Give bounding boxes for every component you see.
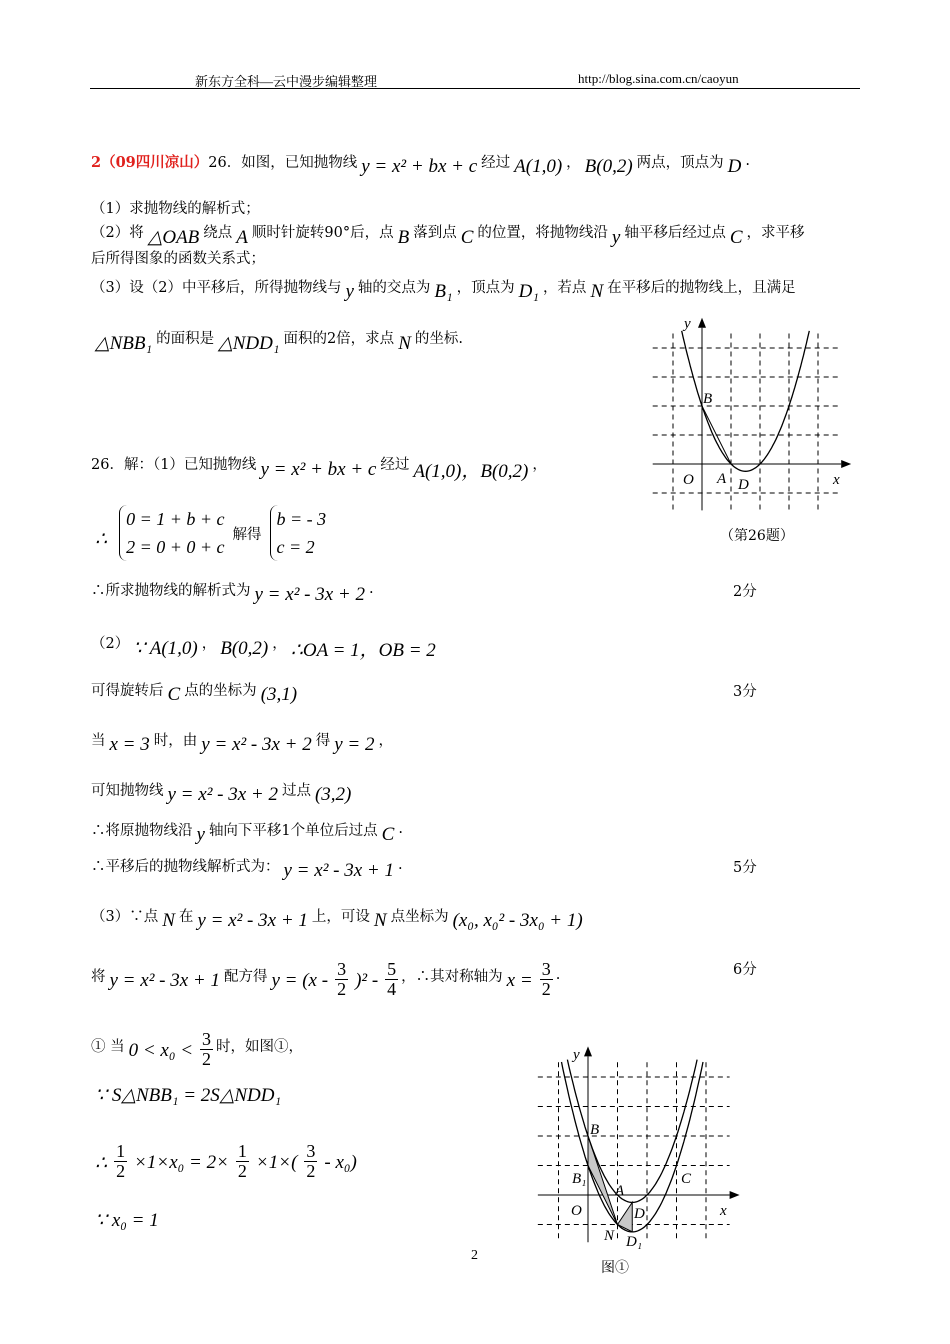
equation: c = 2 (276, 537, 315, 557)
text: 轴的交点为 (357, 279, 431, 296)
parabola (567, 1060, 697, 1203)
text: ，顶点为 (456, 279, 515, 296)
math-expression: C (729, 226, 743, 248)
text: ，若点 (542, 279, 587, 296)
math-expression: △OAB (147, 227, 200, 248)
denominator: 2 (306, 1160, 316, 1181)
text: 26．解：（1）已知抛物线 (91, 457, 257, 473)
y-arrow-icon (698, 318, 706, 328)
score: 6分 (733, 962, 757, 978)
text: （2） (91, 636, 130, 652)
math-expression: (3,1) (260, 684, 298, 705)
math-expression: N (162, 910, 175, 931)
text: 经过 (380, 457, 410, 473)
math-expression: B₁ (434, 281, 453, 302)
text: 在 (178, 908, 194, 925)
math-expression: y = x² - 3x + 1 (197, 910, 308, 931)
text: 轴向下平移1个单位后过点 (208, 822, 378, 839)
text: ∴将原抛物线沿 (91, 822, 193, 839)
equation: 2 = 0 + 0 + c (126, 537, 225, 557)
numerator: 3 (202, 1029, 212, 1049)
parabola (682, 331, 810, 471)
math-expression: y = 2 (334, 734, 375, 755)
text: 过点 (281, 782, 311, 799)
text: 可得旋转后 (91, 682, 164, 699)
header-left: 新东方全科—云中漫步编辑整理 (195, 74, 378, 89)
shaded-triangle-ndd1 (618, 1202, 633, 1232)
figure2-caption: 图① (601, 1260, 629, 1276)
math-expression: ×1×( (255, 1152, 298, 1174)
denominator: 2 (116, 1160, 126, 1181)
text: 的坐标. (414, 331, 463, 347)
math-expression: ∴ (95, 528, 108, 550)
math-expression: y = x² - 3x + 2 (254, 584, 365, 605)
figure1-caption: （第26题） (720, 528, 794, 544)
math-expression: C (167, 684, 181, 705)
text: ，求平移 (746, 225, 805, 241)
point-label-B1: B₁ (572, 1171, 587, 1187)
text: 得 (315, 732, 331, 749)
text: 经过 (481, 154, 511, 171)
denominator: 2 (337, 978, 347, 999)
math-expression: B(0,2) (584, 156, 633, 177)
math-expression: y = x² - 3x + 2 (201, 734, 312, 755)
equation: b = - 3 (276, 509, 327, 529)
score: 2分 (733, 584, 757, 600)
text: ， (532, 457, 547, 473)
point-label-B: B (703, 391, 713, 407)
text: ， (272, 636, 287, 652)
point-label-D1: D₁ (626, 1234, 643, 1250)
text: . (368, 581, 374, 597)
score: 5分 (733, 860, 757, 876)
math-expression: N (373, 910, 387, 931)
point-label-x: x (720, 1203, 727, 1219)
text: . (397, 857, 403, 873)
math-expression: ∵ x₀ = 1 (95, 1210, 159, 1231)
text: 当 (91, 732, 106, 749)
text: 在平移后的抛物线上，且满足 (607, 279, 796, 296)
text: 落到点 (413, 225, 457, 241)
math-expression: C (460, 226, 474, 248)
text: ① 当 (91, 1038, 125, 1055)
denominator: 2 (202, 1048, 212, 1069)
math-expression: △NBB₁ (95, 333, 153, 354)
math-expression: y = x² - 3x + 1 (109, 970, 220, 992)
text: ，∴其对称轴为 (401, 968, 503, 985)
text: . (555, 967, 561, 984)
numerator: 5 (387, 959, 397, 979)
text: 点的坐标为 (184, 682, 257, 699)
math-expression: y = x² + bx + c (260, 458, 377, 480)
math-expression: x = 3 (109, 734, 150, 755)
point-label-y: y (684, 316, 691, 332)
text: （1）求抛物线的解析式； (91, 201, 260, 217)
text: 26．如图，已知抛物线 (208, 154, 358, 171)
math-expression: ∴OA = 1，OB = 2 (290, 640, 436, 661)
point-label-D: D (738, 477, 749, 493)
math-expression: y (345, 281, 354, 302)
numerator: 3 (337, 959, 347, 979)
math-expression: ∴ (95, 1152, 108, 1174)
point-label-D: D (634, 1206, 645, 1222)
header-url: http://blog.sina.com.cn/caoyun (578, 71, 739, 86)
point-label-y: y (573, 1047, 580, 1063)
text: 可知抛物线 (91, 782, 164, 799)
math-expression: - x₀) (324, 1152, 357, 1174)
denominator: 2 (237, 1160, 247, 1181)
math-expression: y (611, 226, 621, 248)
text: 两点，顶点为 (636, 154, 724, 171)
text: 轴平移后经过点 (624, 225, 726, 241)
math-expression: A (236, 226, 248, 248)
text: ， (566, 154, 581, 171)
text: ， (378, 732, 393, 749)
point-label-A: A (717, 471, 727, 487)
text: 面积的2倍，求点 (283, 331, 395, 347)
equation: 0 = 1 + b + c (126, 509, 225, 529)
math-expression: y = x² - 3x + 2 (167, 784, 278, 805)
math-expression: N (590, 281, 604, 302)
text: ∴平移后的抛物线解析式为： (91, 858, 280, 875)
math-expression: (x₀, x₀² - 3x₀ + 1) (452, 910, 583, 931)
math-expression: y = (x - (271, 970, 329, 992)
math-expression: B(0,2) (220, 637, 269, 659)
point-label-N: N (604, 1228, 615, 1244)
math-expression: y (196, 824, 205, 845)
text: 将 (91, 968, 106, 985)
score: 3分 (733, 684, 757, 700)
text: 的位置，将抛物线沿 (477, 225, 608, 241)
math-expression: ∵ S△NBB₁ = 2S△NDD₁ (95, 1085, 282, 1106)
math-expression: D (727, 156, 742, 177)
math-expression: C (381, 824, 395, 845)
text: 配方得 (223, 968, 268, 985)
math-expression: A(1,0)，B(0,2) (413, 461, 529, 482)
text: 时，如图①， (216, 1038, 304, 1055)
numerator: 1 (237, 1141, 247, 1161)
text: 后所得图象的函数关系式； (91, 251, 265, 267)
page-number: 2 (471, 1248, 478, 1263)
text: （3）设（2）中平移后，所得抛物线与 (91, 279, 342, 296)
y-arrow-icon (584, 1046, 592, 1056)
x-arrow-icon (841, 460, 851, 468)
point-label-O: O (571, 1203, 582, 1219)
text: （2）将 (91, 225, 144, 241)
math-expression: ∵ A(1,0) (133, 638, 198, 659)
math-expression: ×1×x₀ = 2× (134, 1152, 229, 1174)
math-expression: N (398, 332, 411, 354)
denominator: 2 (541, 978, 551, 999)
text: （3）∵点 (91, 908, 159, 925)
math-expression: y = x² + bx + c (361, 156, 478, 177)
math-expression: B (397, 226, 410, 248)
point-label-A: A (615, 1183, 625, 1199)
numerator: 3 (541, 959, 551, 979)
x-arrow-icon (730, 1191, 740, 1199)
math-expression: △NDD₁ (218, 333, 280, 354)
point-label-B: B (590, 1122, 600, 1138)
numerator: 1 (116, 1141, 126, 1161)
math-expression: y = x² - 3x + 1 (283, 860, 394, 881)
text: . (398, 821, 403, 837)
point-label-x: x (833, 472, 840, 488)
math-expression: 0 < x₀ < (128, 1040, 194, 1062)
math-expression: )² - (355, 970, 379, 992)
source-label: 2（09四川凉山） (91, 153, 209, 171)
text: 时，由 (153, 732, 198, 749)
text: 的面积是 (156, 331, 215, 347)
math-expression: A(1,0) (514, 156, 563, 177)
text: 顺时针旋转90°后，点 (251, 225, 394, 241)
text: 点坐标为 (390, 908, 449, 925)
math-expression: x = (506, 970, 533, 992)
text: 上，可设 (311, 908, 370, 925)
math-expression: (3,2) (314, 784, 352, 805)
numerator: 3 (306, 1141, 316, 1161)
denominator: 4 (387, 978, 397, 999)
point-label-O: O (683, 472, 694, 488)
text: . (745, 153, 751, 169)
text: 解得 (232, 526, 262, 543)
text: ， (201, 636, 217, 652)
point-label-C: C (681, 1171, 692, 1187)
text: ∴所求抛物线的解析式为 (91, 582, 251, 599)
math-expression: D₁ (518, 281, 539, 302)
text: 绕点 (203, 225, 233, 241)
